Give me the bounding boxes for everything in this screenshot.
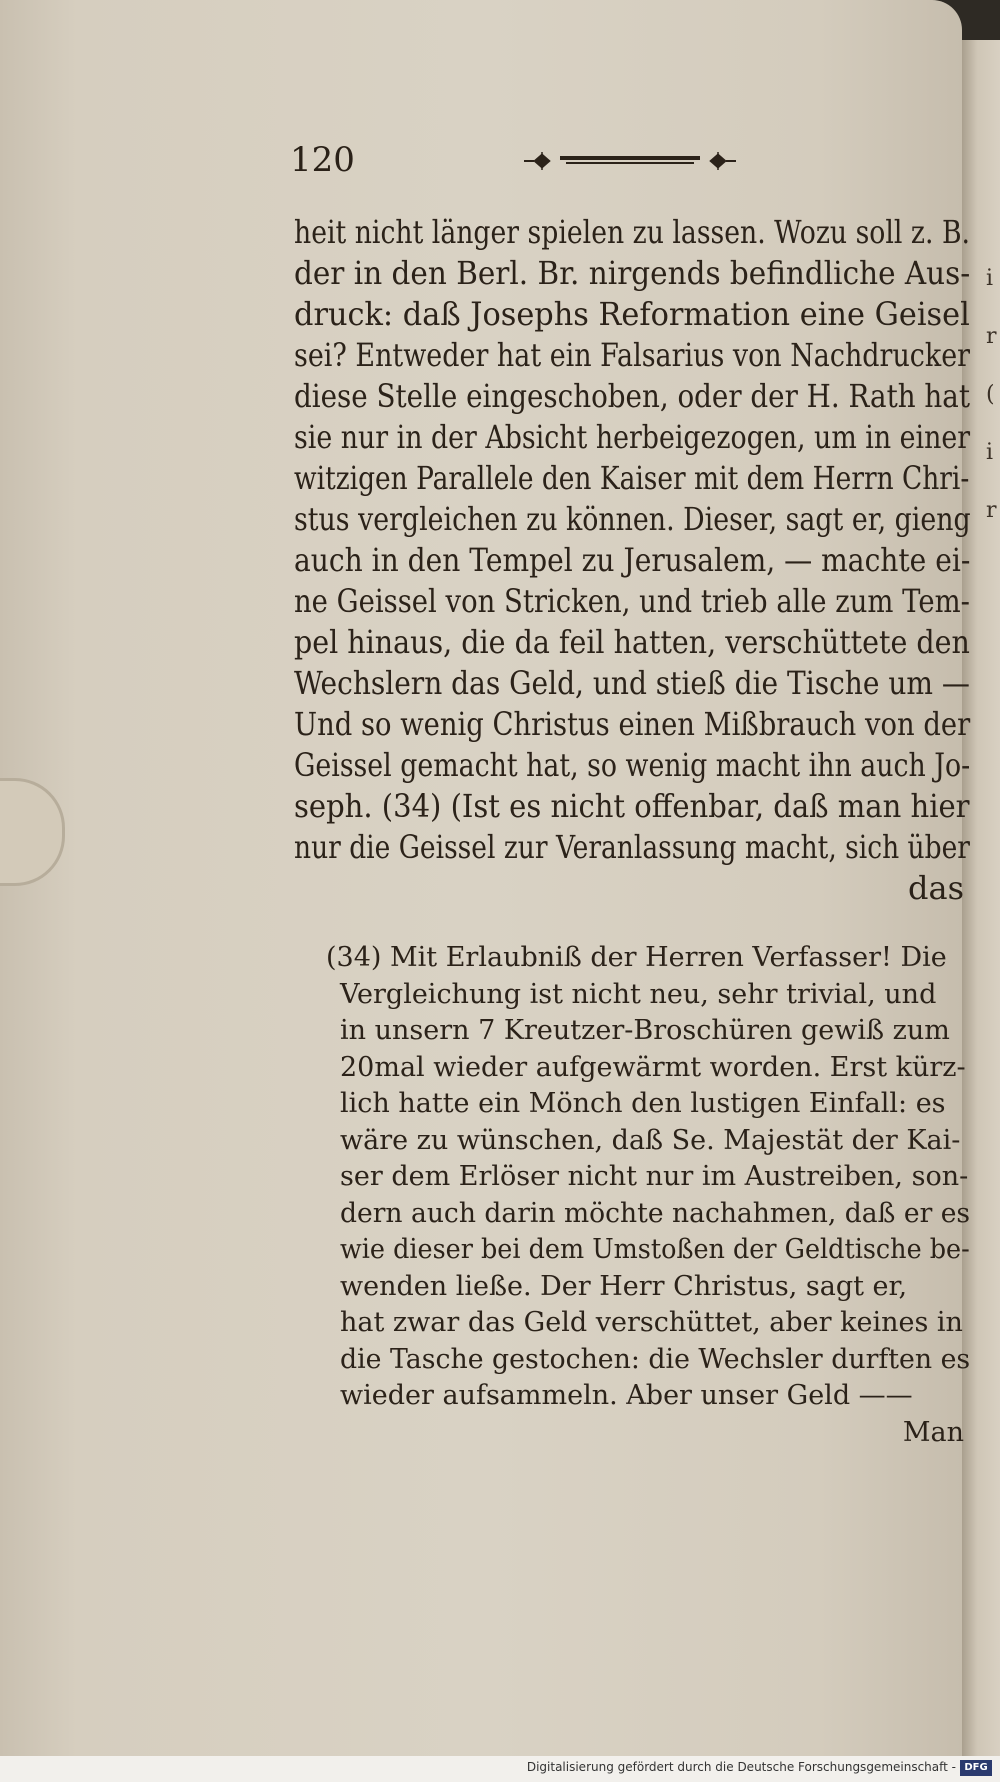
text-line: nur die Geissel zur Veranlassung macht, sich über bbox=[294, 828, 970, 866]
facing-glyph: r bbox=[986, 498, 997, 523]
page-header bbox=[290, 140, 970, 190]
funding-credit: Digitalisierung gefördert durch die Deutsche Forschungsgemeinschaft - bbox=[526, 1760, 956, 1774]
footnote-line: wieder aufsammeln. Aber unser Geld —— bbox=[340, 1380, 913, 1411]
text-line: Wechslern das Geld, und stieß die Tische um — bbox=[294, 664, 970, 702]
ornament-rule-icon bbox=[520, 146, 740, 176]
catchword: das bbox=[908, 869, 964, 907]
footnote-line: wenden ließe. Der Herr Christus, sagt er, bbox=[340, 1270, 908, 1302]
facing-glyph: i bbox=[986, 266, 994, 291]
text-line: auch in den Tempel zu Jerusalem, — machte ei- bbox=[294, 541, 971, 579]
footnote-line: Vergleichung ist nicht neu, sehr trivial, und bbox=[340, 978, 937, 1010]
dfg-logo: DFG bbox=[960, 1760, 992, 1776]
facing-glyph: r bbox=[986, 324, 997, 349]
text-line: Und so wenig Christus einen Mißbrauch von der bbox=[294, 705, 971, 743]
footnote-line: lich hatte ein Mönch den lustigen Einfall: es bbox=[340, 1088, 946, 1119]
footnote-line: die Tasche gestochen: die Wechsler durften es bbox=[340, 1343, 971, 1375]
footnote-line: wäre zu wünschen, daß Se. Majestät der Kai- bbox=[340, 1124, 961, 1156]
text-line: heit nicht länger spielen zu lassen. Wozu soll z. B. bbox=[294, 213, 971, 251]
text-line: seph. (34) (Ist es nicht offenbar, daß man hier bbox=[294, 787, 970, 825]
footnote-line: in unsern 7 Kreutzer-Broschüren gewiß zum bbox=[340, 1015, 950, 1046]
text-line: der in den Berl. Br. nirgends befindliche Aus- bbox=[294, 254, 971, 292]
main-text bbox=[294, 212, 970, 909]
footnote-catchword: Man bbox=[902, 1416, 964, 1448]
footnote-line: hat zwar das Geld verschüttet, aber keines in bbox=[340, 1307, 963, 1338]
footnote bbox=[326, 940, 971, 1451]
footnote-line: dern auch darin möchte nachahmen, daß er es bbox=[340, 1197, 971, 1229]
footnote-line: ser dem Erlöser nicht nur im Austreiben, son- bbox=[340, 1161, 969, 1192]
footnote-line: (34) Mit Erlaubniß der Herren Verfasser! Die bbox=[326, 942, 947, 973]
footer-bar bbox=[0, 1756, 1000, 1782]
facing-glyph: ( bbox=[986, 382, 995, 407]
footnote-line: wie dieser bei dem Umstoßen der Geldtische be- bbox=[340, 1234, 970, 1265]
text-line: stus vergleichen zu können. Dieser, sagt er, gieng bbox=[294, 500, 971, 538]
page-number: 120 bbox=[290, 140, 355, 180]
text-line: witzigen Parallele den Kaiser mit dem Herrn Chri- bbox=[294, 459, 970, 497]
text-line: diese Stelle eingeschoben, oder der H. Rath hat bbox=[294, 377, 970, 415]
facing-page-text bbox=[986, 250, 1000, 540]
text-line: ne Geissel von Stricken, und trieb alle zum Tem- bbox=[294, 582, 970, 620]
text-line: Geissel gemacht hat, so wenig macht ihn auch Jo- bbox=[294, 746, 971, 784]
text-line: pel hinaus, die da feil hatten, verschüttete den bbox=[294, 623, 970, 661]
text-line: druck: daß Josephs Reformation eine Geisel bbox=[294, 295, 970, 333]
text-line: sei? Entweder hat ein Falsarius von Nachdrucker bbox=[294, 336, 971, 374]
facing-glyph: i bbox=[986, 440, 994, 465]
footnote-line: 20mal wieder aufgewärmt worden. Erst kürz- bbox=[340, 1051, 966, 1083]
text-line: sie nur in der Absicht herbeigezogen, um in einer bbox=[294, 418, 971, 456]
